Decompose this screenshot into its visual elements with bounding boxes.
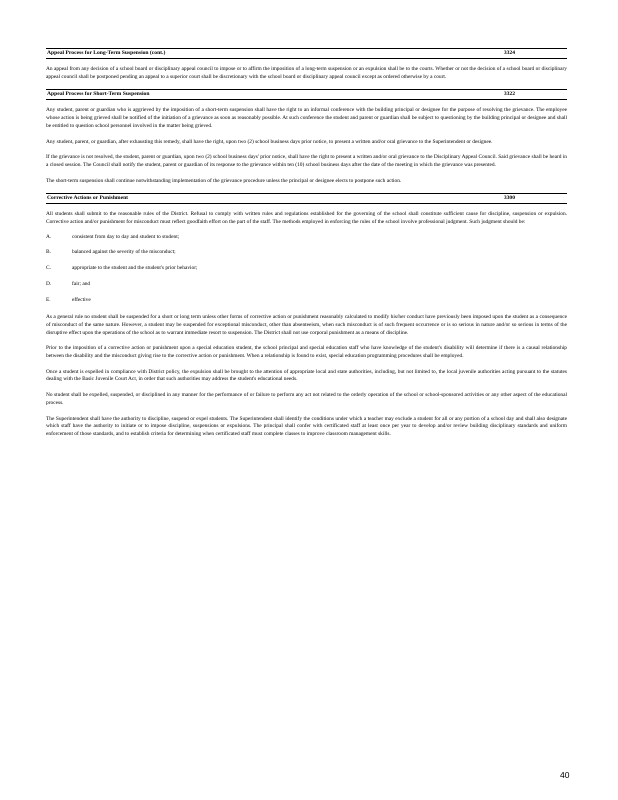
section-header [46,193,567,204]
judgment-criteria-list [46,234,567,305]
list-item [46,265,567,273]
section-appeal-short-term [46,89,567,185]
intro-paragraph: All students shall submit to the reasonable rules of the District. Refusal to comply with written rules and regulations established for the governing of the school shall constitute sufficient cause for discipline, suspension or expulsion. Corrective action and/or punishment for misconduct must reflect goodfaith effort on the part of the staff. The methods employed in enforcing the rules of the school involve professional judgment. Such judgment should be: [46,211,567,226]
list-item [46,234,567,242]
paragraph: Any student, parent, or guardian, after exhausting this remedy, shall have the right, upon two (2) school business days prior notice, to present a written and/or oral grievance to the Superintendent or designee. [46,138,493,145]
section-code: 3324 [503,50,515,56]
list-letter: E. [46,296,51,303]
section-title: Appeal Process for Long-Term Suspension (cont.) [47,50,166,56]
page-number: 40 [560,770,570,780]
section-code: 3300 [503,195,515,202]
paragraph: Prior to the imposition of a corrective action or punishment upon a special education student, the school principal and special education staff who have knowledge of the student's disability will determine if there is a causal relationship between the disability and the misconduct giving rise to the corrective action or punishment. When a relationship is found to exist, special education programming procedures shall be employed. [46,345,567,360]
list-item [46,297,567,305]
section-header [46,48,567,59]
section-title: Corrective Actions or Punishment [47,195,129,202]
list-text: appropriate to the student and the student's prior behavior; [72,265,198,272]
list-item [46,281,567,289]
list-item [46,249,567,257]
section-corrective-actions [46,193,567,438]
paragraph: No student shall be expelled, suspended, or disciplined in any manner for the performance of or failure to perform any act not related to the orderly operation of the school or school-sponsored activities or any other aspect of the educational process. [46,392,567,406]
list-letter: D. [46,280,52,287]
paragraph: If the grievance is not resolved, the student, parent or guardian, upon two (2) school business days' prior notice, shall have the right to present a written and/or oral grievance to the Disciplinary Appeal Council. Said grievance shall be heard in a closed session. The Council shall notify the student, parent or guardian of its response to the grievance within ten (10) school business days after the date of the meeting in which the grievance was presented. [46,154,567,168]
list-letter: A. [46,233,52,240]
section-appeal-long-term [46,48,567,81]
paragraph: An appeal from any decision of a school board or disciplinary appeal council to impose or to affirm the imposition of a long-term suspension or an expulsion shall be to the courts. Whether or not the decision of a school board or disciplinary appeal council shall be postponed pending an appeal to a superior court shall be discretionary with the school board or disciplinary appeal council except as ordered otherwise by a court. [46,66,567,80]
document-page [46,48,567,439]
section-header [46,89,567,100]
list-letter: C. [46,265,51,272]
list-text: balanced against the severity of the misconduct; [72,249,176,256]
paragraph: The short-term suspension shall continue notwithstanding implementation of the grievance procedure unless the principal or designee elects to postpone such action. [46,177,402,184]
list-text: consistent from day to day and student to student; [72,233,180,240]
paragraph: The Superintendent shall have the authority to discipline, suspend or expel students. The Superintendent shall identify the conditions under which a teacher may exclude a student for all or any portion of a school day and shall also designate which staff have the authority to initiate or to impose discipline, suspensions or expulsions. The principal shall confer with certificated staff at least once per year to develop and/or review building disciplinary standards and uniform enforcement of those standards, and to establish criteria for determining when certificated staff must complete classes to improve classroom management skills. [46,415,567,437]
list-text: fair; and [72,280,91,287]
paragraph: Any student, parent or guardian who is aggrieved by the imposition of a short-term suspension shall have the right to an informal conference with the building principal or designee for the purpose of resolving the grievance. The employee whose action is being grieved shall be notified of the initiation of a grievance as soon as reasonably possible. At such conference the student and parent or guardian shall be subject to questioning by the building principal or designee and shall be entitled to question school personnel involved in the matter being grieved. [46,107,567,129]
list-text: effective [72,296,91,303]
section-code: 3322 [503,91,515,98]
section-title: Appeal Process for Short-Term Suspension [47,91,150,98]
paragraph: As a general rule no student shall be suspended for a short or long term unless other forms of corrective action or punishment reasonably calculated to modify his/her conduct have previously been imposed upon the student as a consequence of misconduct of the same nature. However, a student may be suspended for exceptional misconduct, other than absenteeism, when such misconduct is of such frequent occurrence or is so serious in nature and/or so serious in terms of the disruptive effect upon the operations of the school as to warrant immediate resort to suspension. The District shall not use corporal punishment as a means of discipline. [46,314,567,336]
list-letter: B. [46,249,51,256]
paragraph: Once a student is expelled in compliance with District policy, the expulsion shall be brought to the attention of appropriate local and state authorities, including, but not limited to, the local juvenile authorities acting pursuant to the statutes dealing with the Basic Juvenile Court Act, in order that such authorities may address the student's educational needs. [46,368,567,383]
